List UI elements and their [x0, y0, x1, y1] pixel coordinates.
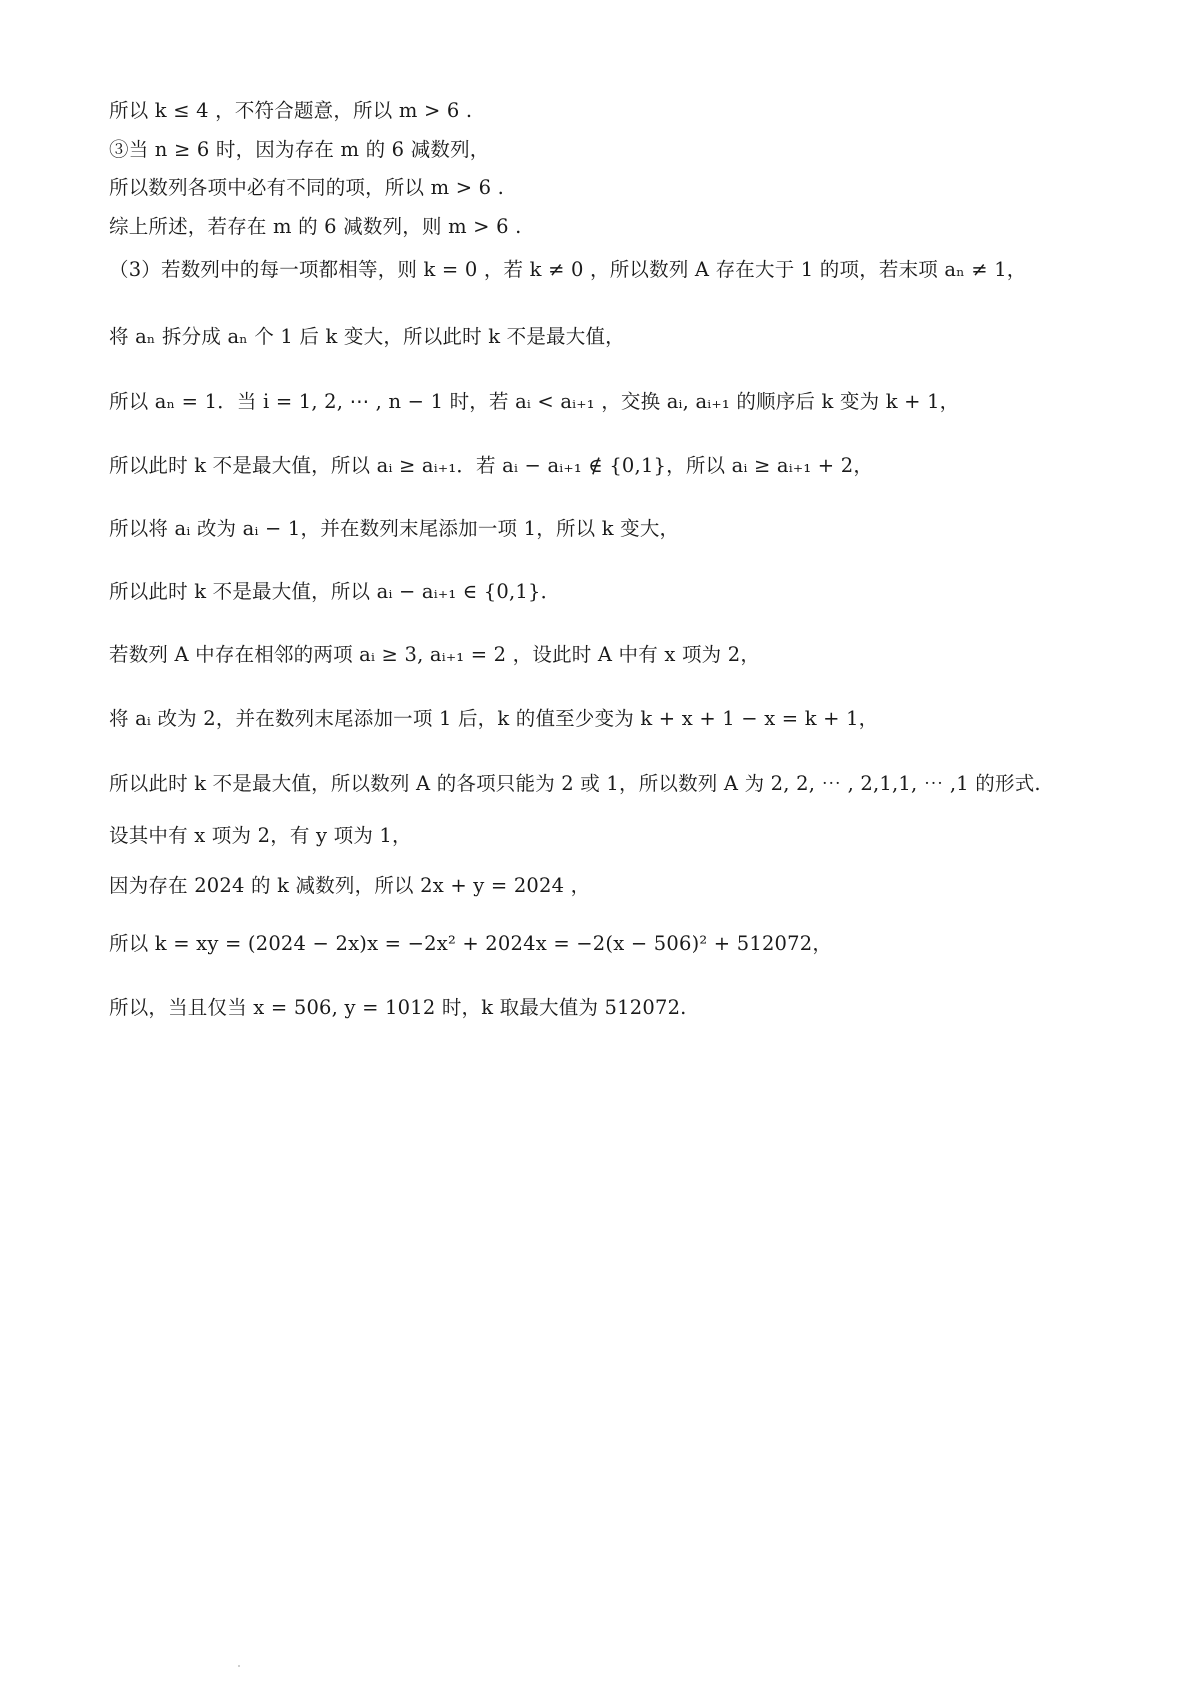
- text-line: ③当 n ≥ 6 时，因为存在 m 的 6 减数列，: [109, 138, 490, 161]
- text-line: 所以 aₙ = 1．当 i = 1, 2, ⋯ , n − 1 时，若 aᵢ < aᵢ₊₁ ，交换 aᵢ, aᵢ₊₁ 的顺序后 k 变为 k + 1，: [109, 390, 960, 413]
- page-artifact-dot: [238, 1665, 240, 1667]
- text-line: 所以此时 k 不是最大值，所以数列 A 的各项只能为 2 或 1，所以数列 A 为 2, 2, ⋯ , 2,1,1, ⋯ ,1 的形式.: [109, 772, 1041, 795]
- text-line: 综上所述，若存在 m 的 6 减数列，则 m > 6 .: [109, 215, 522, 238]
- text-line: （3）若数列中的每一项都相等，则 k = 0 ，若 k ≠ 0 ，所以数列 A 存在大于 1 的项，若末项 aₙ ≠ 1，: [109, 258, 1027, 281]
- text-line: 所以此时 k 不是最大值，所以 aᵢ ≥ aᵢ₊₁．若 aᵢ − aᵢ₊₁ ∉ {0,1}，所以 aᵢ ≥ aᵢ₊₁ + 2，: [109, 454, 874, 477]
- text-line: 若数列 A 中存在相邻的两项 aᵢ ≥ 3, aᵢ₊₁ = 2 ，设此时 A 中有 x 项为 2，: [109, 643, 761, 666]
- text-line: 所以将 aᵢ 改为 aᵢ − 1，并在数列末尾添加一项 1，所以 k 变大，: [109, 517, 680, 540]
- text-line: 设其中有 x 项为 2，有 y 项为 1，: [109, 824, 412, 847]
- text-line: 将 aᵢ 改为 2，并在数列末尾添加一项 1 后，k 的值至少变为 k + x + 1 − x = k + 1，: [109, 707, 879, 730]
- text-line: 所以，当且仅当 x = 506, y = 1012 时，k 取最大值为 512072.: [109, 996, 687, 1019]
- text-line: 所以此时 k 不是最大值，所以 aᵢ − aᵢ₊₁ ∈ {0,1}．: [109, 580, 561, 603]
- text-line: 因为存在 2024 的 k 减数列，所以 2x + y = 2024 ，: [109, 874, 591, 897]
- text-line: 所以 k = xy = (2024 − 2x)x = −2x² + 2024x = −2(x − 506)² + 512072，: [109, 932, 833, 955]
- text-line: 所以 k ≤ 4 ，不符合题意，所以 m > 6 .: [109, 99, 473, 122]
- text-line: 所以数列各项中必有不同的项，所以 m > 6 .: [109, 176, 505, 199]
- text-line: 将 aₙ 拆分成 aₙ 个 1 后 k 变大，所以此时 k 不是最大值，: [109, 325, 625, 348]
